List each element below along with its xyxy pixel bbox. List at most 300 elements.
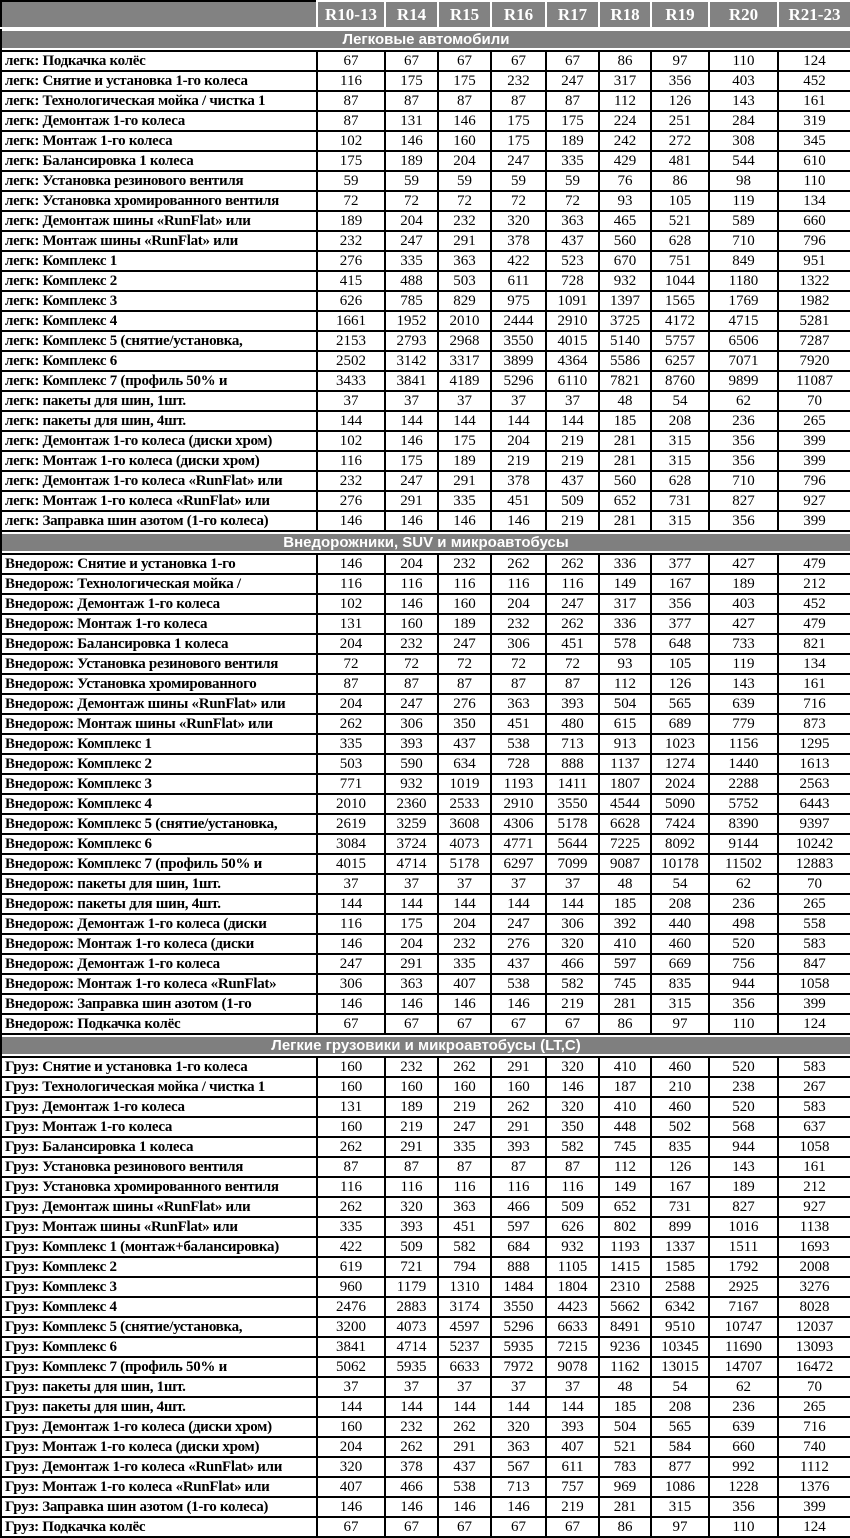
table-row: [1, 1457, 850, 1477]
price-cell: 3841: [385, 371, 438, 391]
price-cell: 615: [599, 714, 651, 734]
section-header: Легковые автомобили: [2, 31, 850, 48]
column-header: R19: [651, 1, 709, 28]
price-cell: 112: [599, 674, 651, 694]
price-cell: 5062: [317, 1357, 385, 1377]
table-row: [1, 714, 850, 734]
price-cell: 236: [709, 894, 778, 914]
price-cell: 2310: [599, 1277, 651, 1297]
price-cell: 291: [438, 471, 491, 491]
price-cell: 189: [385, 1097, 438, 1117]
table-row: [1, 471, 850, 491]
price-cell: 232: [385, 1057, 438, 1077]
price-cell: 67: [317, 1014, 385, 1034]
price-cell: 356: [709, 451, 778, 471]
table-row: [1, 431, 850, 451]
price-cell: 144: [317, 894, 385, 914]
table-row: [1, 331, 850, 351]
price-cell: 440: [651, 914, 709, 934]
price-cell: 1156: [709, 734, 778, 754]
price-cell: 320: [385, 1197, 438, 1217]
price-cell: 67: [385, 1014, 438, 1034]
price-cell: 899: [651, 1217, 709, 1237]
price-cell: 1613: [778, 754, 850, 774]
price-cell: 4597: [438, 1317, 491, 1337]
price-cell: 521: [651, 211, 709, 231]
service-label: Внедорож: Комплекс 3: [1, 774, 317, 794]
price-cell: 189: [709, 574, 778, 594]
price-cell: 146: [546, 1077, 599, 1097]
price-cell: 378: [385, 1457, 438, 1477]
price-cell: 144: [438, 1397, 491, 1417]
price-cell: 2910: [546, 311, 599, 331]
price-cell: 144: [491, 894, 546, 914]
section-cell: [1, 1034, 850, 1057]
price-cell: 247: [491, 151, 546, 171]
price-cell: 932: [546, 1237, 599, 1257]
price-cell: 67: [385, 1517, 438, 1537]
price-cell: 86: [599, 1517, 651, 1537]
price-cell: 37: [385, 874, 438, 894]
price-cell: 716: [778, 1417, 850, 1437]
price-cell: 827: [709, 1197, 778, 1217]
price-cell: 320: [491, 1417, 546, 1437]
service-label: легк: Монтаж шины «RunFlat» или: [1, 231, 317, 251]
price-cell: 336: [599, 554, 651, 574]
price-cell: 72: [385, 191, 438, 211]
price-cell: 247: [385, 471, 438, 491]
price-cell: 399: [778, 431, 850, 451]
table-row: [1, 554, 850, 574]
price-cell: 2288: [709, 774, 778, 794]
service-label: Внедорож: пакеты для шин, 1шт.: [1, 874, 317, 894]
price-cell: 189: [546, 131, 599, 151]
service-label: Груз: пакеты для шин, 4шт.: [1, 1397, 317, 1417]
price-cell: 4306: [491, 814, 546, 834]
service-label: легк: Установка хромированного вентиля: [1, 191, 317, 211]
table-row: [1, 111, 850, 131]
price-cell: 236: [709, 411, 778, 431]
price-cell: 827: [709, 491, 778, 511]
price-cell: 785: [385, 291, 438, 311]
price-cell: 639: [709, 694, 778, 714]
price-cell: 13015: [651, 1357, 709, 1377]
price-cell: 72: [317, 191, 385, 211]
price-cell: 160: [317, 1077, 385, 1097]
price-cell: 3259: [385, 814, 438, 834]
price-cell: 67: [546, 1517, 599, 1537]
price-cell: 410: [599, 934, 651, 954]
table-row: [1, 51, 850, 71]
price-cell: 521: [599, 1437, 651, 1457]
table-row: [1, 1497, 850, 1517]
price-cell: 2010: [438, 311, 491, 331]
price-cell: 185: [599, 894, 651, 914]
price-cell: 9236: [599, 1337, 651, 1357]
price-cell: 2563: [778, 774, 850, 794]
price-cell: 498: [709, 914, 778, 934]
price-cell: 72: [385, 654, 438, 674]
price-cell: 7099: [546, 854, 599, 874]
price-cell: 144: [438, 894, 491, 914]
price-cell: 626: [317, 291, 385, 311]
price-cell: 1162: [599, 1357, 651, 1377]
price-cell: 175: [491, 131, 546, 151]
price-cell: 72: [317, 654, 385, 674]
price-cell: 175: [385, 71, 438, 91]
column-header: R18: [599, 1, 651, 28]
price-cell: 502: [651, 1117, 709, 1137]
price-cell: 520: [709, 934, 778, 954]
price-cell: 2910: [491, 794, 546, 814]
price-cell: 480: [546, 714, 599, 734]
service-label: Внедорож: Демонтаж 1-го колеса: [1, 594, 317, 614]
price-cell: 219: [438, 1097, 491, 1117]
price-cell: 452: [778, 594, 850, 614]
price-cell: 1440: [709, 754, 778, 774]
service-label: Груз: Комплекс 4: [1, 1297, 317, 1317]
service-label: Внедорож: Монтаж 1-го колеса: [1, 614, 317, 634]
price-cell: 119: [709, 191, 778, 211]
price-cell: 422: [317, 1237, 385, 1257]
price-cell: 558: [778, 914, 850, 934]
table-row: [1, 894, 850, 914]
service-label: Внедорож: Комплекс 4: [1, 794, 317, 814]
price-cell: 731: [651, 491, 709, 511]
price-cell: 48: [599, 391, 651, 411]
price-cell: 126: [651, 91, 709, 111]
service-label: Внедорож: Снятие и установка 1-го: [1, 554, 317, 574]
price-cell: 437: [491, 954, 546, 974]
price-cell: 509: [546, 1197, 599, 1217]
price-cell: 336: [599, 614, 651, 634]
price-cell: 1019: [438, 774, 491, 794]
price-cell: 116: [546, 574, 599, 594]
price-cell: 315: [651, 994, 709, 1014]
price-cell: 634: [438, 754, 491, 774]
service-label: Внедорож: Монтаж 1-го колеса «RunFlat»: [1, 974, 317, 994]
price-cell: 377: [651, 614, 709, 634]
price-cell: 262: [438, 1057, 491, 1077]
price-cell: 1415: [599, 1257, 651, 1277]
price-cell: 10747: [709, 1317, 778, 1337]
price-cell: 238: [709, 1077, 778, 1097]
table-row: [1, 974, 850, 994]
table-row: [1, 1097, 850, 1117]
price-cell: 403: [709, 71, 778, 91]
price-cell: 932: [385, 774, 438, 794]
price-cell: 232: [438, 211, 491, 231]
price-cell: 849: [709, 251, 778, 271]
price-cell: 2360: [385, 794, 438, 814]
price-cell: 628: [651, 471, 709, 491]
price-cell: 37: [546, 1377, 599, 1397]
price-cell: 1193: [491, 774, 546, 794]
price-cell: 960: [317, 1277, 385, 1297]
price-cell: 335: [317, 1217, 385, 1237]
price-cell: 5757: [651, 331, 709, 351]
service-label: легк: Монтаж 1-го колеса: [1, 131, 317, 151]
price-cell: 124: [778, 1517, 850, 1537]
price-cell: 3841: [317, 1337, 385, 1357]
price-cell: 161: [778, 91, 850, 111]
service-label: Внедорож: пакеты для шин, 4шт.: [1, 894, 317, 914]
price-cell: 59: [317, 171, 385, 191]
price-cell: 160: [317, 1057, 385, 1077]
price-cell: 189: [317, 211, 385, 231]
price-cell: 710: [709, 231, 778, 251]
service-label: Груз: Заправка шин азотом (1-го колеса): [1, 1497, 317, 1517]
price-cell: 247: [317, 954, 385, 974]
table-row: [1, 71, 850, 91]
price-cell: 5586: [599, 351, 651, 371]
price-cell: 87: [546, 674, 599, 694]
price-cell: 9510: [651, 1317, 709, 1337]
price-cell: 4715: [709, 311, 778, 331]
price-cell: 6110: [546, 371, 599, 391]
price-cell: 452: [778, 71, 850, 91]
table-row: [1, 391, 850, 411]
price-cell: 247: [546, 594, 599, 614]
price-cell: 2502: [317, 351, 385, 371]
price-cell: 281: [599, 511, 651, 531]
price-cell: 350: [546, 1117, 599, 1137]
table-row: [1, 1117, 850, 1137]
price-cell: 62: [709, 391, 778, 411]
service-label: легк: Заправка шин азотом (1-го колеса): [1, 511, 317, 531]
price-cell: 728: [491, 754, 546, 774]
price-cell: 97: [651, 1014, 709, 1034]
price-cell: 835: [651, 974, 709, 994]
price-cell: 247: [438, 1117, 491, 1137]
service-label: Внедорож: Комплекс 7 (профиль 50% и: [1, 854, 317, 874]
price-cell: 1016: [709, 1217, 778, 1237]
price-cell: 126: [651, 674, 709, 694]
price-cell: 731: [651, 1197, 709, 1217]
price-cell: 72: [491, 191, 546, 211]
price-cell: 93: [599, 191, 651, 211]
price-cell: 460: [651, 1057, 709, 1077]
price-cell: 315: [651, 431, 709, 451]
price-cell: 161: [778, 674, 850, 694]
price-cell: 87: [438, 91, 491, 111]
price-cell: 110: [778, 171, 850, 191]
price-cell: 427: [709, 614, 778, 634]
service-label: Груз: Установка резинового вентиля: [1, 1157, 317, 1177]
table-row: [1, 1217, 850, 1237]
price-cell: 363: [438, 251, 491, 271]
price-cell: 560: [599, 471, 651, 491]
price-cell: 626: [546, 1217, 599, 1237]
price-cell: 167: [651, 1177, 709, 1197]
price-cell: 5140: [599, 331, 651, 351]
price-cell: 54: [651, 1377, 709, 1397]
price-cell: 393: [385, 1217, 438, 1237]
price-cell: 520: [709, 1097, 778, 1117]
price-cell: 829: [438, 291, 491, 311]
table-row: [1, 934, 850, 954]
price-cell: 479: [778, 614, 850, 634]
price-cell: 67: [491, 1517, 546, 1537]
price-cell: 1484: [491, 1277, 546, 1297]
price-cell: 144: [546, 894, 599, 914]
price-cell: 116: [317, 451, 385, 471]
price-cell: 37: [546, 391, 599, 411]
price-cell: 1807: [599, 774, 651, 794]
price-cell: 2619: [317, 814, 385, 834]
price-cell: 262: [546, 614, 599, 634]
service-label: легк: Демонтаж 1-го колеса «RunFlat» или: [1, 471, 317, 491]
price-cell: 913: [599, 734, 651, 754]
price-cell: 189: [438, 614, 491, 634]
price-cell: 146: [385, 594, 438, 614]
price-cell: 116: [491, 574, 546, 594]
price-cell: 437: [438, 1457, 491, 1477]
price-cell: 116: [317, 914, 385, 934]
price-cell: 565: [651, 1417, 709, 1437]
price-cell: 3084: [317, 834, 385, 854]
price-cell: 975: [491, 291, 546, 311]
price-cell: 320: [546, 934, 599, 954]
price-cell: 335: [385, 251, 438, 271]
price-cell: 1295: [778, 734, 850, 754]
price-cell: 8491: [599, 1317, 651, 1337]
price-cell: 2476: [317, 1297, 385, 1317]
price-cell: 944: [709, 974, 778, 994]
price-cell: 1397: [599, 291, 651, 311]
table-row: [1, 1437, 850, 1457]
price-cell: 87: [317, 111, 385, 131]
price-cell: 87: [491, 91, 546, 111]
price-cell: 247: [385, 231, 438, 251]
price-cell: 143: [709, 91, 778, 111]
price-cell: 219: [546, 451, 599, 471]
price-cell: 265: [778, 411, 850, 431]
price-cell: 212: [778, 1177, 850, 1197]
price-cell: 306: [546, 914, 599, 934]
table-body: [1, 28, 850, 1537]
price-cell: 5644: [546, 834, 599, 854]
price-cell: 185: [599, 411, 651, 431]
service-label: Внедорож: Технологическая мойка /: [1, 574, 317, 594]
price-cell: 204: [385, 934, 438, 954]
price-cell: 6342: [651, 1297, 709, 1317]
price-cell: 1023: [651, 734, 709, 754]
price-cell: 110: [709, 1517, 778, 1537]
price-cell: 10178: [651, 854, 709, 874]
price-cell: 4073: [385, 1317, 438, 1337]
price-cell: 144: [546, 411, 599, 431]
price-cell: 12037: [778, 1317, 850, 1337]
service-label: легк: Снятие и установка 1-го колеса: [1, 71, 317, 91]
price-cell: 5296: [491, 371, 546, 391]
price-cell: 144: [385, 894, 438, 914]
price-cell: 1804: [546, 1277, 599, 1297]
price-cell: 437: [546, 231, 599, 251]
price-cell: 267: [778, 1077, 850, 1097]
price-cell: 67: [438, 51, 491, 71]
price-cell: 4714: [385, 1337, 438, 1357]
price-cell: 208: [651, 1397, 709, 1417]
price-cell: 97: [651, 1517, 709, 1537]
price-cell: 67: [491, 1014, 546, 1034]
price-cell: 4172: [651, 311, 709, 331]
price-cell: 610: [778, 151, 850, 171]
service-label: Груз: Монтаж шины «RunFlat» или: [1, 1217, 317, 1237]
service-label: легк: Комплекс 4: [1, 311, 317, 331]
service-label: Внедорож: Комплекс 2: [1, 754, 317, 774]
price-cell: 291: [438, 1437, 491, 1457]
price-cell: 37: [317, 391, 385, 411]
price-cell: 72: [546, 191, 599, 211]
price-cell: 219: [546, 431, 599, 451]
price-cell: 317: [599, 71, 651, 91]
table-row: [1, 271, 850, 291]
price-cell: 86: [651, 171, 709, 191]
price-cell: 124: [778, 1014, 850, 1034]
service-label: легк: Комплекс 2: [1, 271, 317, 291]
price-cell: 161: [778, 1157, 850, 1177]
price-cell: 54: [651, 874, 709, 894]
price-cell: 59: [438, 171, 491, 191]
price-cell: 583: [778, 934, 850, 954]
price-cell: 669: [651, 954, 709, 974]
section-row: [1, 28, 850, 51]
price-cell: 392: [599, 914, 651, 934]
price-cell: 306: [385, 714, 438, 734]
price-cell: 86: [599, 51, 651, 71]
table-row: [1, 491, 850, 511]
price-cell: 87: [438, 1157, 491, 1177]
price-cell: 6297: [491, 854, 546, 874]
price-cell: 281: [599, 431, 651, 451]
price-cell: 363: [438, 1197, 491, 1217]
price-cell: 523: [546, 251, 599, 271]
price-cell: 2010: [317, 794, 385, 814]
price-cell: 149: [599, 574, 651, 594]
column-header: R21-23: [778, 1, 850, 28]
price-cell: 756: [709, 954, 778, 974]
section-row: [1, 1034, 850, 1057]
price-cell: 597: [491, 1217, 546, 1237]
price-cell: 2444: [491, 311, 546, 331]
price-cell: 567: [491, 1457, 546, 1477]
price-cell: 232: [491, 614, 546, 634]
price-cell: 144: [385, 411, 438, 431]
price-cell: 1792: [709, 1257, 778, 1277]
price-cell: 67: [385, 51, 438, 71]
price-cell: 648: [651, 634, 709, 654]
price-cell: 262: [438, 1417, 491, 1437]
table-row: [1, 1417, 850, 1437]
price-cell: 175: [438, 71, 491, 91]
price-cell: 317: [599, 594, 651, 614]
price-cell: 4771: [491, 834, 546, 854]
price-cell: 7972: [491, 1357, 546, 1377]
price-cell: 37: [546, 874, 599, 894]
price-cell: 175: [546, 111, 599, 131]
price-cell: 175: [491, 111, 546, 131]
price-cell: 247: [491, 914, 546, 934]
price-cell: 451: [546, 634, 599, 654]
price-cell: 399: [778, 451, 850, 471]
table-row: [1, 1237, 850, 1257]
price-cell: 1138: [778, 1217, 850, 1237]
price-cell: 37: [491, 874, 546, 894]
price-cell: 7424: [651, 814, 709, 834]
table-row: [1, 1277, 850, 1297]
price-cell: 407: [317, 1477, 385, 1497]
